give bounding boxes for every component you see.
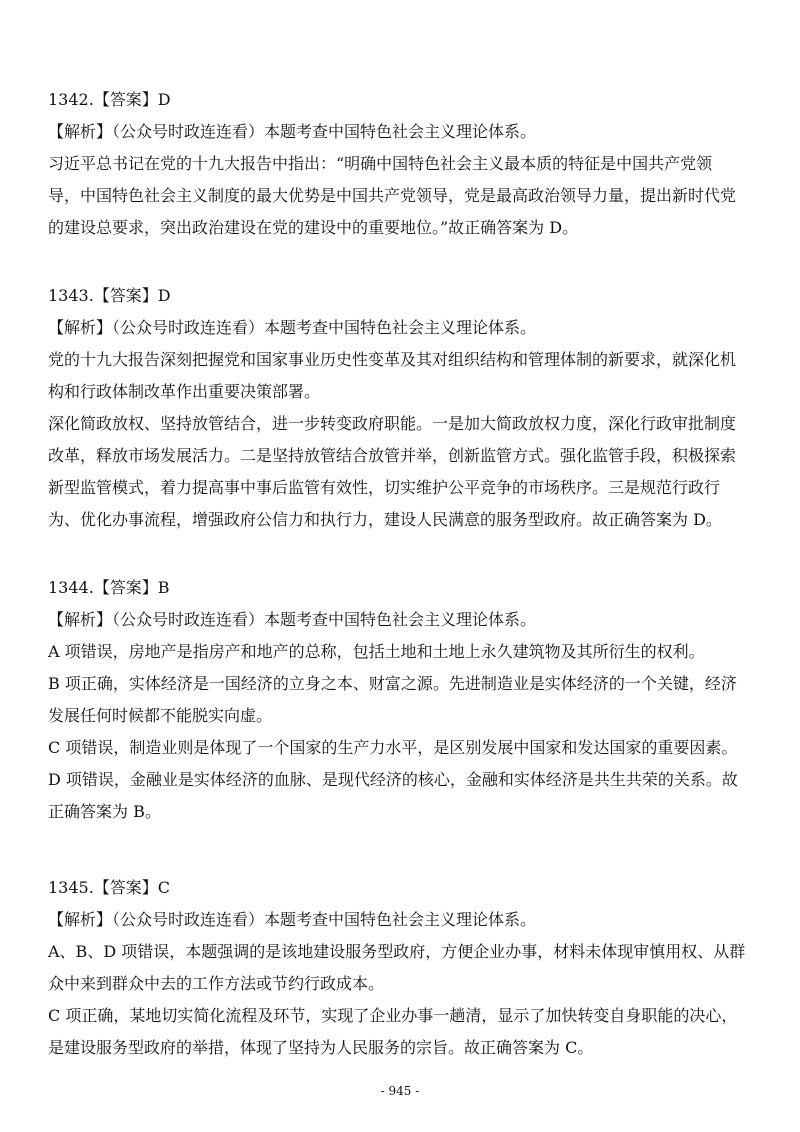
analysis-line: 【解析】（公众号时政连连看）本题考查中国特色社会主义理论体系。 — [48, 122, 537, 141]
analysis-line: 【解析】（公众号时政连连看）本题考查中国特色社会主义理论体系。 — [48, 318, 537, 337]
text-line: A 项错误，房地产是指房产和地产的总称，包括土地和土地上永久建筑物及其所衍生的权利。 — [48, 642, 705, 661]
text-line: C 项错误，制造业则是体现了一个国家的生产力水平，是区别发展中国家和发达国家的重要因素。 — [48, 738, 738, 757]
text-line: 导，中国特色社会主义制度的最大优势是中国共产党领导，党是最高政治领导力量，提出新时代党 — [48, 186, 737, 205]
analysis-line: 【解析】（公众号时政连连看）本题考查中国特色社会主义理论体系。 — [48, 610, 537, 629]
text-line: 为、优化办事流程，增强政府公信力和执行力，建设人民满意的服务型政府。故正确答案为 D。 — [48, 510, 722, 529]
answer-block-1343 — [48, 280, 758, 536]
text-line: 是建设服务型政府的举措，体现了坚持为人民服务的宗旨。故正确答案为 C。 — [48, 1038, 594, 1057]
answer-heading: 1343.【答案】D — [48, 286, 171, 305]
text-line: 的建设总要求，突出政治建设在党的建设中的重要地位。”故正确答案为 D。 — [48, 218, 579, 237]
text-line: 正确答案为 B。 — [48, 802, 161, 821]
text-line: 发展任何时候都不能脱实向虚。 — [48, 706, 273, 725]
text-line: 新型监管模式，着力提高事中事后监管有效性，切实维护公平竞争的市场秩序。三是规范行政行 — [48, 478, 721, 497]
answer-heading: 1344.【答案】B — [48, 578, 170, 597]
answer-block-1345 — [48, 872, 758, 1064]
text-line: C 项正确，某地切实简化流程及环节，实现了企业办事一趟清，显示了加快转变自身职能的决心， — [48, 1006, 738, 1025]
page-number: - 945 - — [380, 1084, 420, 1098]
text-line: 众中来到群众中去的工作方法或节约行政成本。 — [48, 974, 385, 993]
text-line: 改革，释放市场发展活力。二是坚持放管结合放管并举，创新监管方式。强化监管手段，积极探索 — [48, 446, 737, 465]
answer-block-1344 — [48, 572, 758, 828]
text-line: B 项正确，实体经济是一国经济的立身之本、财富之源。先进制造业是实体经济的一个关键，经济 — [48, 674, 737, 693]
answer-heading: 1342.【答案】D — [48, 90, 171, 109]
answer-heading: 1345.【答案】C — [48, 878, 171, 897]
text-line: 习近平总书记在党的十九大报告中指出：“明确中国特色社会主义最本质的特征是中国共产党领 — [48, 154, 713, 173]
analysis-line: 【解析】（公众号时政连连看）本题考查中国特色社会主义理论体系。 — [48, 910, 537, 929]
text-line: D 项错误，金融业是实体经济的血脉、是现代经济的核心，金融和实体经济是共生共荣的关系。故 — [48, 770, 738, 789]
text-line: 构和行政体制改革作出重要决策部署。 — [48, 382, 321, 401]
text-line: 深化简政放权、坚持放管结合，进一步转变政府职能。一是加大简政放权力度，深化行政审批制度 — [48, 414, 737, 433]
text-line: A、B、D 项错误，本题强调的是该地建设服务型政府，方便企业办事，材料未体现审慎用权、从群 — [48, 942, 746, 961]
answer-block-1342 — [48, 84, 758, 244]
text-line: 党的十九大报告深刻把握党和国家事业历史性变革及其对组织结构和管理体制的新要求，就深化机 — [48, 350, 737, 369]
